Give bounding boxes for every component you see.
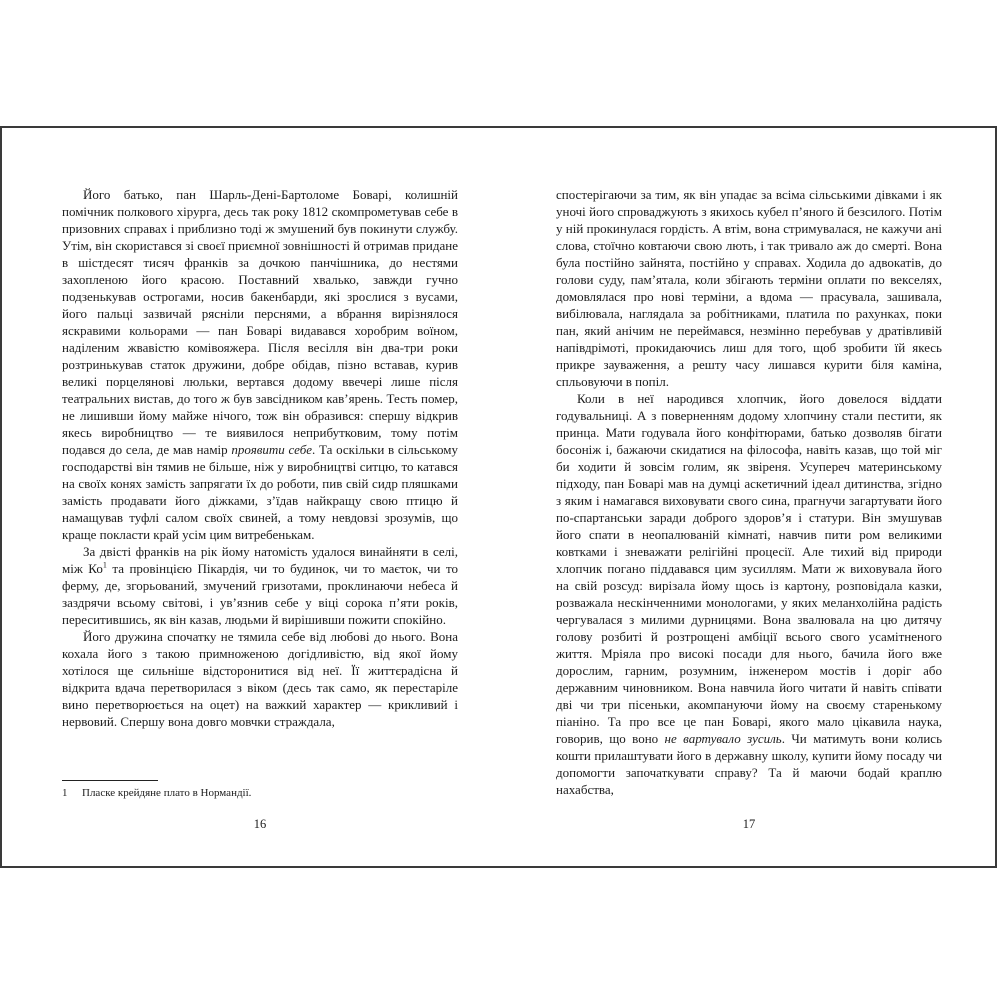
- text-run: . Чи матимуть вони колись кошти прилаштувати його в державну школу, купити йому посаду чи допомогти започаткувати справу? Та й маючи бодай краплю нахабства,: [556, 731, 942, 797]
- footnote-text: Пласке крейдяне плато в Нормандії.: [82, 787, 252, 799]
- footnote-marker: 1: [62, 787, 68, 799]
- page-number-left: 16: [253, 817, 267, 831]
- page-right-text: [556, 186, 942, 798]
- paragraph: [556, 186, 942, 390]
- text-run: . Та оскільки в сільському господарстві він тямив не більше, ніж у виробництві ситцю, то катався на своїх конях замість запрягати їх до роботи, пив свій сидр пляшками замість продавати його діжками, з’їдав найкращу свою птицю й намащував туфлі салом своїх свиней, а тому невдовзі зрозумів, що краще покласти край усім цим витребенькам.: [62, 442, 458, 542]
- paragraph: [62, 543, 458, 628]
- text-run: та провінцією Пікардія, чи то будинок, чи то маєток, чи то ферму, де, згорьований, змучений гризотами, проклинаючи небеса й заздрячи всьому світові, і ув’язнив себе у віці сорока п’яти років, переситившись, як він казав, людьми й вирішивши пожити спокійно.: [62, 561, 459, 627]
- footnote: [62, 786, 458, 800]
- footnote-block: [62, 780, 458, 800]
- footnote-reference: 1: [102, 560, 107, 570]
- text-run: Коли в неї народився хлопчик, його довелося віддати годувальниці. А з поверненням додому хлопчину стали пестити, як принца. Мати годувала його конфітюрами, батько дозволяв бігати босоніж і, бажаючи скидатися на філософа, навіть казав, що той міг би ходити й зовсім голим, як звіреня. Усупереч материнському підходу, пан Боварі мав на думці аскетичний ідеал дитинства, згідно з яким і намагався виховувати свого сина, прагнучи загартувати його по-спартанськи заради доброго здоров’я і статури. Він змушував його спати в неопалюваній кімнаті, навчив пити ром великими ковтками і зневажати релігійні процесії. Але тихий від природи хлопчик погано піддавався цим зусиллям. Мати ж виховувала його на свій розсуд: вирізала йому щось із картону, розповідала казки, розважала нескінченними монологами, у яких меланхолійна радість чергувалася з милими дурницями. Вона звалювала на цю дитячу голову розбиті й розтрощені амбіції всього свого усамітненого життя. Мріяла про високі посади для нього, бачила його вже дорослим, гарним, розумним, інженером мостів і доріг або державним чиновником. Вона навчила його читати й навіть співати дві чи три пісеньки, акомпануючи йому на своєму старенькому піаніно. Та про все це пан Боварі, якого мало цікавила наука, говорив, що воно: [556, 391, 942, 746]
- paragraph: [62, 628, 458, 730]
- footnote-rule: [62, 780, 158, 781]
- text-run: спостерігаючи за тим, як він упадає за всіма сільськими дівками і як уночі його спроваджують з якихось кубел п’яного й безсилого. Потім у ній прокинулася гордість. А втім, вона стримувалася, не кажучи ані слова, стоїчно ковтаючи свою лють, і так тривало аж до смерті. Вона була постійно зайнята, постійно у справах. Ходила до адвокатів, до голови суду, пам’ятала, коли збігають терміни оплати по векселях, домовлялася про нові терміни, а вдома — прасувала, зашивала, вибілювала, наглядала за робітниками, платила по рахунках, поки пан, який анічим не переймався, незмінно перебував у дратівливій напівдрімоті, прокидаючись лиш для того, щоб зробити їй якесь прикре зауваження, а решту часу лишався курити біля каміна, спльовуючи в попіл.: [556, 187, 942, 389]
- paragraph: [556, 390, 942, 798]
- page-left-text: [62, 186, 458, 730]
- italic-phrase: не вартувало зусиль: [664, 731, 782, 746]
- italic-phrase: проявити себе: [231, 442, 312, 457]
- paragraph: [62, 186, 458, 543]
- page-number-right: 17: [742, 817, 756, 831]
- text-run: Його дружина спочатку не тямила себе від любові до нього. Вона кохала його з такою примноженою догідливістю, від якої йому хотілося ще сильніше відсторонитися від неї. Її життєрадісна й відкрита вдача перетворилася з віком (десь так само, як перестаріле вино перетворюється на оцет) на важкий характер — крикливий і нервовий. Спершу вона довго мовчки страждала,: [62, 629, 458, 729]
- text-run: Його батько, пан Шарль-Дені-Бартоломе Боварі, колишній помічник полкового хірурга, десь так року 1812 скомпрометував себе в призовних справах і приблизно тоді ж змушений був покинути службу. Утім, він скористався зі своєї приємної зовнішності й отримав придане в шістдесят тисяч франків за дочкою панчішника, до нестями захопленою його красою. Поставний хвалько, завжди гучно подзенькував острогами, носив бакенбарди, які зрослися з вусами, його пальці зазвичай рясніли перснями, а вбрання вирізнялося яскравими кольорами — пан Боварі видавався хоробрим воїном, наділеним жвавістю комівояжера. Після весілля він два-три роки розтринькував статок дружини, добре обідав, пізно вставав, курив великі порцелянові люльки, вертався додому ввечері лише після театральних вистав, до того ж був завсідником кав’ярень. Тесть помер, не лишивши йому майже нічого, тож він образився: спершу відкрив якесь виробництво — те виявилося неприбутковим, тому потім подався до села, де мав намір: [62, 187, 458, 457]
- text-run: За двісті франків на рік йому натомість удалося винайняти в селі, між Ко: [62, 544, 458, 576]
